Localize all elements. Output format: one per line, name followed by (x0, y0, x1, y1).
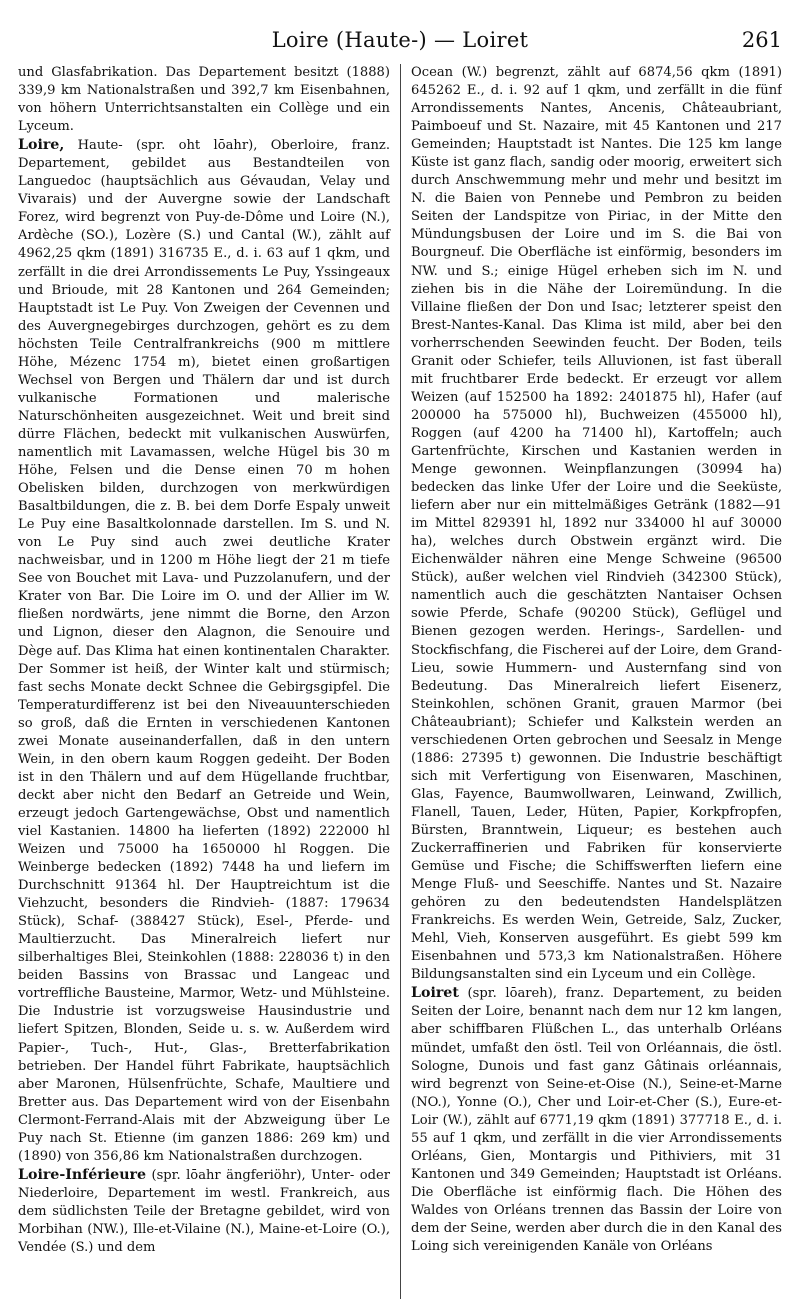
entry-text: (spr. lōareh), franz. Departement, zu beiden Seiten der Loire, benannt nach dem nur 12 km langen, aber schiffbaren Flüßchen L., das unterhalb Orléans mündet, umfaßt den östl. Teil von Orléannais, die östl. Sologne, Dunois und fast ganz Gâtinais orléannais, wird begrenzt von Seine-et-Oise (N.), Seine-et-Marne (NO.), Yonne (O.), Cher und Loir-et-Cher (S.), Eure-et-Loir (W.), zählt auf 6771,19 qkm (1891) 377718 E., d. i. 55 auf 1 qkm, und zerfällt in die vier Arrondissements Orléans, Gien, Montargis und Pithiviers, mit 31 Kantonen und 349 Gemeinden; Hauptstadt ist Orléans. Die Oberfläche ist einförmig flach. Die Höhen des Waldes von Orléans trennen das Bassin der Loire von dem der Seine, werden aber durch die in den Kanal des Loing sich vereinigenden Kanäle von Orléans (411, 986, 782, 1255)
left-column (18, 64, 400, 1299)
running-header (18, 28, 782, 62)
entry-text: Ocean (W.) begrenzt, zählt auf 6874,56 qkm (1891) 645262 E., d. i. 92 auf 1 qkm, und zerfällt in die fünf Arrondissements Nantes, Ancenis, Châteaubriant, Paimboeuf und St. Nazaire, mit 45 Kantonen und 217 Gemeinden; Hauptstadt ist Nantes. Die 125 km lange Küste ist ganz flach, sandig oder moorig, erweitert sich durch Anschwemmung mehr und mehr und besitzt im N. die Baien von Pennebe und Pembron zu beiden Seiten der Landspitze von Piriac, in der Mitte den Mündungsbusen der Loire und im S. die Bai von Bourgneuf. Die Oberfläche ist einförmig, besonders im NW. und S.; einige Hügel erheben sich im N. und ziehen bis in die Nähe der Loiremündung. In die Villaine fließen der Don und Isac; letzterer speist den Brest-Nantes-Kanal. Das Klima ist mild, aber bei den vorherrschenden Seewinden feucht. Der Boden, teils Granit oder Schiefer, teils Alluvionen, ist fast überall mit fruchtbarer Erde bedeckt. Er erzeugt vor allem Weizen (auf 152500 ha 1892: 2401875 hl), Hafer (auf 200000 ha 575000 hl), Buchweizen (455000 hl), Roggen (auf 4200 ha 71400 hl), Kartoffeln; auch Gartenfrüchte, Kirschen und Kastanien werden in Menge gewonnen. Weinpflanzungen (30994 ha) bedecken das linke Ufer der Loire und die Seeküste, liefern aber nur ein mittelmäßiges Getränk (1882—91 im Mittel 829391 hl, 1892 nur 334000 hl auf 30000 ha), welches durch Obstwein ergänzt wird. Die Eichenwälder nähren eine Menge Schweine (96500 Stück), außer welchen viel Rindvieh (342300 Stück), namentlich auch die geschätzten Nantaiser Ochsen sowie Pferde, Schafe (90200 Stück), Geflügel und Bienen gezogen werden. Herings-, Sardellen- und Stockfischfang, die Fischerei auf der Loire, dem Grand-Lieu, sowie Hummern- und Austernfang sind von Bedeutung. Das Mineralreich liefert Eisenerz, Steinkohlen, schönen Granit, grauen Marmor (bei Châteaubriant); Schiefer und Kalkstein werden an verschiedenen Orten gebrochen und Seesalz in Menge (1886: 27395 t) gewonnen. Die Industrie beschäftigt sich mit Verfertigung von Eisenwaren, Maschinen, Glas, Fayence, Baumwollwaren, Leinwand, Zwillich, Flanell, Tauen, Leder, Hüten, Papier, Korkpfropfen, Bürsten, Branntwein, Liqueur; es bestehen auch Zuckerraffinerien und Fabriken für konservierte Gemüse und Fische; die Schiffswerften liefern eine Menge Fluß- und Seeschiffe. Nantes und St. Nazaire gehören zu den bedeutendsten Handelsplätzen Frankreichs. Es werden Wein, Getreide, Salz, Zucker, Mehl, Vieh, Konserven ausgeführt. Es giebt 599 km Eisenbahnen und 573,3 km Nationalstraßen. Höhere Bildungsanstalten sind ein Lyceum und ein Collège. (411, 65, 782, 983)
text-columns (18, 64, 782, 1299)
entry-continuation (18, 64, 390, 136)
entry-loire-inferieure (18, 1166, 390, 1257)
entry-text: (spr. lōahr ängferiöhr), Unter- oder Niederloire, Departement im westl. Frankreich, aus dem südlichsten Teile der Bretagne gebildet, wird von Morbihan (NW.), Ille-et-Vilaine (N.), Maine-et-Loire (O.), Vendée (S.) und dem (18, 1167, 390, 1256)
running-title: Loire (Haute-) — Loiret (271, 28, 529, 52)
entry-continuation (411, 64, 782, 984)
entry-text: Haute- (spr. oht lōahr), Oberloire, franz. Departement, gebildet aus Bestandteilen von Languedoc (hauptsächlich aus Gévaudan, Velay und Vivarais) und der Auvergne sowie der Landschaft Forez, wird begrenzt von Puy-de-Dôme und Loire (N.), Ardèche (SO.), Lozère (S.) und Cantal (W.), zählt auf 4962,25 qkm (1891) 316735 E., d. i. 63 auf 1 qkm, und zerfällt in die drei Arrondissements Le Puy, Yssingeaux und Brioude, mit 28 Kantonen und 264 Gemeinden; Hauptstadt ist Le Puy. Von Zweigen der Cevennen und des Auvergnegebirges durchzogen, gehört es zu dem höchsten Teile Centralfrankreichs (900 m mittlere Höhe, Mézenc 1754 m), bietet einen großartigen Wechsel von Bergen und Thälern dar und ist durch vulkanische Formationen und malerische Naturschönheiten ausgezeichnet. Weit und breit sind dürre Flächen, bedeckt mit vulkanischen Auswürfen, namentlich mit Lavamassen, welche Hügel bis 30 m Höhe, Felsen und die Dense einen 70 m hohen Obelisken bilden, durchzogen von merkwürdigen Basaltbildungen, die z. B. bei dem Dorfe Espaly unweit Le Puy eine Basaltkolonnade darstellen. Im S. und N. von Le Puy sind auch zwei deutliche Krater nachweisbar, und in 1200 m Höhe liegt der 21 m tiefe See von Bouchet mit Lava- und Puzzolanufern, und der Krater von Bar. Die Loire im O. und der Allier im W. fließen nordwärts, jene nimmt die Borne, den Arzon und Lignon, dieser den Alagnon, die Senouire und Dège auf. Das Klima hat einen kontinentalen Charakter. Der Sommer ist heiß, der Winter kalt und stürmisch; fast sechs Monate deckt Schnee die Gebirgsgipfel. Die Temperaturdifferenz ist bei den Niveauunterschieden so groß, daß die Ernten in verschiedenen Kantonen zwei Monate auseinanderfallen, daß in den untern Wein, in den obern kaum Roggen gedeiht. Der Boden ist in den Thälern und auf dem Hügellande fruchtbar, deckt aber nicht den Bedarf an Getreide und Wein, erzeugt jedoch Gartengewächse, Obst und namentlich viel Kastanien. 14800 ha lieferten (1892) 222000 hl Weizen und 75000 ha 1650000 hl Roggen. Die Weinberge bedecken (1892) 7448 ha und liefern im Durchschnitt 91364 hl. Der Hauptreichtum ist die Viehzucht, besonders die Rindvieh- (1887: 179634 Stück), Schaf- (388427 Stück), Esel-, Pferde- und Maultierzucht. Das Mineralreich liefert nur silberhaltiges Blei, Steinkohlen (1888: 228036 t) in den beiden Bassins von Brassac und Langeac und vortreffliche Bausteine, Marmor, Wetz- und Mühlsteine. Die Industrie ist vorzugsweise Hausindustrie und liefert Spitzen, Blonden, Seide u. s. w. Außerdem wird Papier-, Tuch-, Hut-, Glas-, Bretterfabrikation betrieben. Der Handel führt Fabrikate, hauptsächlich aber Maronen, Hülsenfrüchte, Schafe, Maultiere und Bretter aus. Das Departement wird von der Eisenbahn Clermont-Ferrand-Alais mit der Abzweigung über Le Puy nach St. Etienne (im ganzen 1886: 269 km) und (1890) von 356,86 km Nationalstraßen durchzogen. (18, 138, 390, 1164)
entry-text: und Glasfabrikation. Das Departement besitzt (1888) 339,9 km Nationalstraßen und 392,7 km Eisenbahnen, von höhern Unterrichtsanstalten ein Collège und ein Lyceum. (18, 65, 390, 135)
entry-headword: Loire, (18, 137, 65, 154)
entry-headword: Loire-Inférieure (18, 1166, 147, 1183)
right-column (400, 64, 782, 1299)
entry-loire-haute (18, 136, 390, 1166)
entry-loiret (411, 984, 782, 1256)
entry-headword: Loiret (411, 985, 459, 1002)
page-number: 261 (741, 28, 782, 52)
